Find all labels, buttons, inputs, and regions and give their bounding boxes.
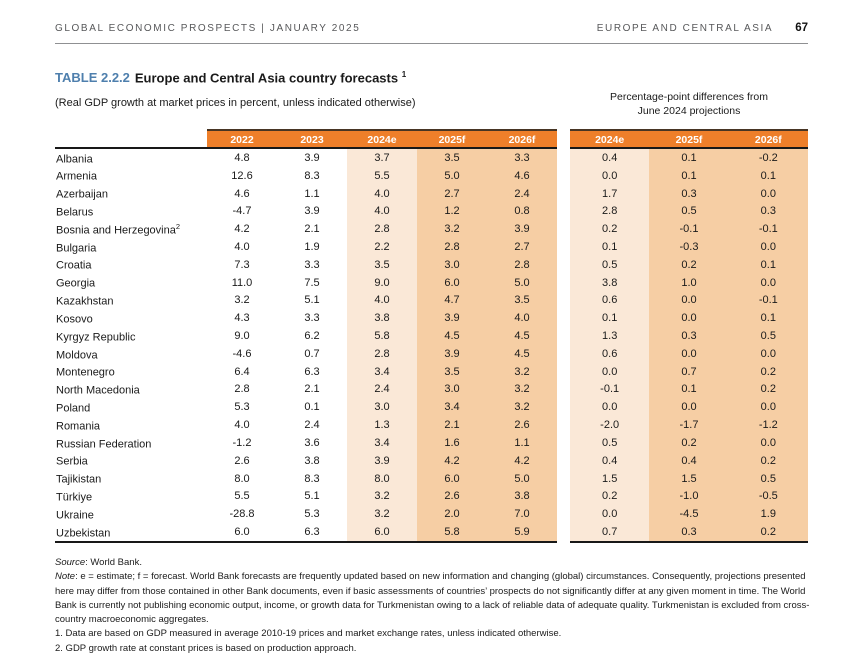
value-cell: 5.3 <box>304 508 320 521</box>
country-cell <box>55 418 207 433</box>
value-cell: 3.4 <box>374 365 390 378</box>
diff-value-cell: 0.6 <box>602 347 618 360</box>
value-cell: 0.1 <box>304 401 320 414</box>
diff-value-cell: 0.0 <box>760 240 776 253</box>
value-cell: 0.7 <box>304 347 320 360</box>
column-header: 2024e <box>367 133 397 146</box>
column-header: 2026f <box>754 133 782 146</box>
value-cell: 3.9 <box>444 347 460 360</box>
value-cell: 3.9 <box>304 151 320 164</box>
diff-value-cell: 0.1 <box>602 312 618 325</box>
diff-value-cell: 0.5 <box>760 472 776 485</box>
country-cell <box>55 400 207 415</box>
country-cell <box>55 525 207 540</box>
value-cell: 4.6 <box>234 187 250 200</box>
diff-value-cell: 0.4 <box>602 151 618 164</box>
country-name: Bulgaria <box>56 242 97 255</box>
diff-value-cell: 0.1 <box>760 312 776 325</box>
value-cell: -4.6 <box>232 347 252 360</box>
value-cell: 5.1 <box>304 490 320 503</box>
diff-value-cell: 0.0 <box>760 401 776 414</box>
value-cell: 2.4 <box>374 383 390 396</box>
value-cell: 8.0 <box>374 472 390 485</box>
diff-value-cell: 0.7 <box>602 525 618 538</box>
value-cell: 3.8 <box>514 490 530 503</box>
country-name: Georgia <box>56 277 96 290</box>
value-cell: 3.8 <box>304 454 320 467</box>
country-name: Poland <box>56 402 91 415</box>
header-rule <box>55 43 808 44</box>
value-cell: 3.0 <box>444 258 460 271</box>
country-name: Kazakhstan <box>56 295 114 308</box>
value-cell: 4.2 <box>234 223 250 236</box>
value-cell: 2.6 <box>444 490 460 503</box>
diff-value-cell: 1.9 <box>760 508 776 521</box>
value-cell: 2.4 <box>514 187 530 200</box>
value-cell: 7.0 <box>514 508 530 521</box>
value-cell: 3.3 <box>304 312 320 325</box>
diff-value-cell: 0.2 <box>681 436 697 449</box>
value-cell: 3.2 <box>374 490 390 503</box>
value-cell: 3.9 <box>374 454 390 467</box>
value-cell: 4.2 <box>514 454 530 467</box>
diff-value-cell: 0.1 <box>681 169 697 182</box>
diff-value-cell: 0.7 <box>681 365 697 378</box>
diff-value-cell: -0.1 <box>758 294 778 307</box>
value-cell: 3.2 <box>374 508 390 521</box>
diff-value-cell: -1.0 <box>679 490 699 503</box>
diff-value-cell: -2.0 <box>600 419 620 432</box>
value-cell: 3.0 <box>374 401 390 414</box>
diff-value-cell: 1.5 <box>681 472 697 485</box>
value-cell: 3.3 <box>304 258 320 271</box>
diff-value-cell: 0.0 <box>681 401 697 414</box>
country-cell <box>55 222 207 237</box>
country-cell <box>55 453 207 468</box>
value-cell: 5.0 <box>514 276 530 289</box>
source-label: Source <box>55 557 86 568</box>
value-cell: 3.4 <box>374 436 390 449</box>
value-cell: 6.4 <box>234 365 250 378</box>
diff-value-cell: 0.3 <box>681 187 697 200</box>
value-cell: 6.0 <box>234 525 250 538</box>
diff-value-cell: 0.2 <box>760 383 776 396</box>
table-label: TABLE 2.2.2 <box>55 70 130 86</box>
diff-value-cell: 0.3 <box>681 525 697 538</box>
value-cell: 2.7 <box>444 187 460 200</box>
value-cell: 2.8 <box>514 258 530 271</box>
country-cell <box>55 186 207 201</box>
country-footnote-marker: 2 <box>175 221 181 231</box>
value-cell: 2.6 <box>234 454 250 467</box>
diff-value-cell: -0.1 <box>679 223 699 236</box>
country-name: Armenia <box>56 171 97 184</box>
diff-value-cell: 0.2 <box>602 490 618 503</box>
running-header <box>55 22 808 34</box>
country-cell <box>55 257 207 272</box>
country-name: Moldova <box>56 349 98 362</box>
diff-value-cell: 0.1 <box>681 151 697 164</box>
value-cell: 2.8 <box>374 347 390 360</box>
value-cell: 5.1 <box>304 294 320 307</box>
value-cell: 6.0 <box>444 472 460 485</box>
value-cell: 9.0 <box>374 276 390 289</box>
value-cell: 7.3 <box>234 258 250 271</box>
diff-value-cell: 0.2 <box>681 258 697 271</box>
diff-value-cell: 0.0 <box>681 312 697 325</box>
diff-value-cell: 0.2 <box>760 525 776 538</box>
country-name: Russian Federation <box>56 438 152 451</box>
diff-table-bottom-rule <box>570 541 808 543</box>
column-header: 2022 <box>230 133 254 146</box>
country-cell <box>55 293 207 308</box>
main-table-header <box>207 129 557 148</box>
country-name: Bosnia and Herzegovina <box>56 224 176 237</box>
value-cell: 1.1 <box>514 436 530 449</box>
footnote-1: 1. Data are based on GDP measured in average 2010-19 prices and market exchange rates, unless indicated otherwise. <box>55 628 562 640</box>
value-cell: 3.5 <box>444 151 460 164</box>
country-cell <box>55 240 207 255</box>
value-cell: 5.5 <box>374 169 390 182</box>
value-cell: 4.6 <box>514 169 530 182</box>
footnote-2: 2. GDP growth rate at constant prices is based on production approach. <box>55 642 357 654</box>
country-cell <box>55 489 207 504</box>
diff-value-cell: 0.0 <box>681 294 697 307</box>
diff-value-cell: -1.2 <box>758 419 778 432</box>
value-cell: 2.4 <box>304 419 320 432</box>
value-cell: 3.5 <box>374 258 390 271</box>
diff-value-cell: 0.1 <box>760 258 776 271</box>
country-name: Azerbaijan <box>56 188 108 201</box>
value-cell: 3.2 <box>234 294 250 307</box>
diff-value-cell: 3.8 <box>602 276 618 289</box>
value-cell: 5.5 <box>234 490 250 503</box>
diff-value-cell: 0.0 <box>602 169 618 182</box>
diff-value-cell: 0.5 <box>602 258 618 271</box>
value-cell: 4.5 <box>514 347 530 360</box>
diff-value-cell: 2.8 <box>602 205 618 218</box>
value-cell: -28.8 <box>229 508 255 521</box>
country-cell <box>55 329 207 344</box>
diff-caption-line2: June 2024 projections <box>637 105 741 118</box>
value-cell: 4.2 <box>444 454 460 467</box>
value-cell: 5.0 <box>514 472 530 485</box>
value-cell: 2.2 <box>374 240 390 253</box>
country-name: Belarus <box>56 206 94 219</box>
value-cell: 9.0 <box>234 330 250 343</box>
country-cell <box>55 168 207 183</box>
diff-value-cell: 1.5 <box>602 472 618 485</box>
diff-value-cell: 0.1 <box>681 383 697 396</box>
column-header: 2024e <box>595 133 625 146</box>
table-footnotes <box>55 556 820 656</box>
diff-value-cell: 0.2 <box>602 223 618 236</box>
diff-value-cell: -1.7 <box>679 419 699 432</box>
diff-value-cell: 0.1 <box>760 169 776 182</box>
value-cell: 1.6 <box>444 436 460 449</box>
main-table-bottom-rule <box>55 541 557 543</box>
country-cell <box>55 382 207 397</box>
value-cell: 3.3 <box>514 151 530 164</box>
diff-value-cell: 1.7 <box>602 187 618 200</box>
diff-table-caption <box>570 90 808 118</box>
column-header: 2025f <box>438 133 466 146</box>
diff-value-cell: 0.5 <box>760 330 776 343</box>
diff-table-header <box>570 129 808 148</box>
diff-value-cell: -0.2 <box>758 151 778 164</box>
diff-value-cell: 0.2 <box>760 365 776 378</box>
diff-value-cell: 0.0 <box>760 276 776 289</box>
value-cell: 2.1 <box>444 419 460 432</box>
value-cell: 5.8 <box>444 525 460 538</box>
value-cell: -1.2 <box>232 436 252 449</box>
country-cell <box>55 204 207 219</box>
value-cell: 11.0 <box>231 276 253 289</box>
country-name: Albania <box>56 153 93 166</box>
note-line <box>55 570 820 627</box>
main-table-body <box>55 149 557 541</box>
value-cell: 5.3 <box>234 401 250 414</box>
diff-value-cell: 0.5 <box>602 436 618 449</box>
value-cell: 3.5 <box>444 365 460 378</box>
diff-value-cell: 0.0 <box>602 508 618 521</box>
diff-value-cell: 0.3 <box>681 330 697 343</box>
value-cell: 2.1 <box>304 383 320 396</box>
value-cell: 4.0 <box>374 294 390 307</box>
value-cell: 4.0 <box>234 240 250 253</box>
value-cell: 2.8 <box>234 383 250 396</box>
diff-value-cell: 0.6 <box>602 294 618 307</box>
country-cell <box>55 347 207 362</box>
diff-value-cell: -0.1 <box>758 223 778 236</box>
running-header-left: GLOBAL ECONOMIC PROSPECTS | JANUARY 2025 <box>55 23 361 34</box>
value-cell: 5.9 <box>514 525 530 538</box>
country-cell <box>55 151 207 166</box>
value-cell: 3.9 <box>514 223 530 236</box>
value-cell: 1.3 <box>374 419 390 432</box>
diff-value-cell: -0.3 <box>679 240 699 253</box>
country-name: Kyrgyz Republic <box>56 331 136 344</box>
table-subtitle: (Real GDP growth at market prices in percent, unless indicated otherwise) <box>55 97 416 109</box>
country-name: Montenegro <box>56 366 115 379</box>
value-cell: 5.0 <box>444 169 460 182</box>
country-name: Romania <box>56 420 101 433</box>
value-cell: 3.2 <box>444 223 460 236</box>
value-cell: 7.5 <box>304 276 320 289</box>
value-cell: 6.2 <box>304 330 320 343</box>
value-cell: 8.0 <box>234 472 250 485</box>
table-title <box>55 70 406 85</box>
value-cell: 1.9 <box>304 240 320 253</box>
value-cell: 2.8 <box>374 223 390 236</box>
country-cell <box>55 275 207 290</box>
value-cell: 3.0 <box>444 383 460 396</box>
value-cell: 6.0 <box>444 276 460 289</box>
value-cell: 6.3 <box>304 525 320 538</box>
value-cell: 2.8 <box>444 240 460 253</box>
diff-value-cell: 0.0 <box>760 436 776 449</box>
diff-value-cell: -0.5 <box>758 490 778 503</box>
value-cell: 4.5 <box>514 330 530 343</box>
diff-value-cell: 1.3 <box>602 330 618 343</box>
value-cell: 1.2 <box>444 205 460 218</box>
diff-caption-line1: Percentage-point differences from <box>610 91 768 103</box>
diff-value-cell: 0.4 <box>681 454 697 467</box>
diff-value-cell: 0.0 <box>760 347 776 360</box>
value-cell: 0.8 <box>514 205 530 218</box>
diff-value-cell: 0.4 <box>602 454 618 467</box>
value-cell: 3.5 <box>514 294 530 307</box>
country-name: Croatia <box>56 260 92 273</box>
value-cell: 3.9 <box>304 205 320 218</box>
value-cell: 3.6 <box>304 436 320 449</box>
diff-value-cell: -4.5 <box>679 508 699 521</box>
diff-value-cell: 0.1 <box>602 240 618 253</box>
column-header: 2026f <box>508 133 536 146</box>
value-cell: 4.0 <box>374 205 390 218</box>
page-number: 67 <box>795 22 808 34</box>
country-name: Serbia <box>56 456 88 469</box>
value-cell: 2.1 <box>304 223 320 236</box>
country-cell <box>55 507 207 522</box>
value-cell: 2.0 <box>444 508 460 521</box>
value-cell: 6.0 <box>374 525 390 538</box>
country-cell <box>55 471 207 486</box>
diff-value-cell: 1.0 <box>681 276 697 289</box>
country-name: North Macedonia <box>56 384 140 397</box>
country-name: Türkiye <box>56 491 93 504</box>
title-footnote-marker: 1 <box>401 70 407 79</box>
value-cell: -4.7 <box>232 205 252 218</box>
value-cell: 3.2 <box>514 383 530 396</box>
value-cell: 3.9 <box>444 312 460 325</box>
value-cell: 4.0 <box>374 187 390 200</box>
column-header: 2023 <box>300 133 324 146</box>
note-text: : e = estimate; f = forecast. World Bank forecasts are frequently updated based on new information and changing (global) circumstances. Consequently, projections presented here may differ from those contained in other Bank documents, even if basic assessments of countries’ prospects do not significantly differ at any given moment in time. The World Bank is currently not publishing economic output, income, or growth data for Turkmenistan owing to a lack of reliable data of adequate quality. Turkmenistan is excluded from cross-country macroeconomic aggregates. <box>55 571 810 625</box>
value-cell: 3.4 <box>444 401 460 414</box>
value-cell: 3.2 <box>514 365 530 378</box>
country-cell <box>55 436 207 451</box>
country-name: Kosovo <box>56 313 93 326</box>
value-cell: 4.8 <box>234 151 250 164</box>
value-cell: 8.3 <box>304 472 320 485</box>
diff-value-cell: 0.5 <box>681 205 697 218</box>
value-cell: 4.7 <box>444 294 460 307</box>
source-line <box>55 556 820 570</box>
value-cell: 6.3 <box>304 365 320 378</box>
value-cell: 3.7 <box>374 151 390 164</box>
diff-value-cell: 0.2 <box>760 454 776 467</box>
source-text: : World Bank. <box>85 557 142 568</box>
value-cell: 4.0 <box>234 419 250 432</box>
diff-value-cell: 0.0 <box>602 365 618 378</box>
diff-value-cell: 0.0 <box>602 401 618 414</box>
country-cell <box>55 364 207 379</box>
diff-table-body <box>570 149 808 541</box>
value-cell: 4.5 <box>444 330 460 343</box>
country-name: Ukraine <box>56 509 94 522</box>
diff-value-cell: -0.1 <box>600 383 620 396</box>
diff-value-cell: 0.3 <box>760 205 776 218</box>
running-header-right: EUROPE AND CENTRAL ASIA <box>596 23 774 34</box>
diff-value-cell: 0.0 <box>760 187 776 200</box>
country-name: Uzbekistan <box>56 527 111 540</box>
value-cell: 3.8 <box>374 312 390 325</box>
diff-value-cell: 0.0 <box>681 347 697 360</box>
country-cell <box>55 311 207 326</box>
value-cell: 5.8 <box>374 330 390 343</box>
column-header: 2025f <box>675 133 703 146</box>
value-cell: 4.0 <box>514 312 530 325</box>
table-title-text: Europe and Central Asia country forecasts <box>134 70 399 86</box>
country-name: Tajikistan <box>56 473 102 486</box>
value-cell: 3.2 <box>514 401 530 414</box>
value-cell: 1.1 <box>304 187 320 200</box>
note-label: Note <box>55 571 76 583</box>
value-cell: 8.3 <box>304 169 320 182</box>
value-cell: 2.7 <box>514 240 530 253</box>
value-cell: 4.3 <box>234 312 250 325</box>
value-cell: 12.6 <box>231 169 253 182</box>
value-cell: 2.6 <box>514 419 530 432</box>
